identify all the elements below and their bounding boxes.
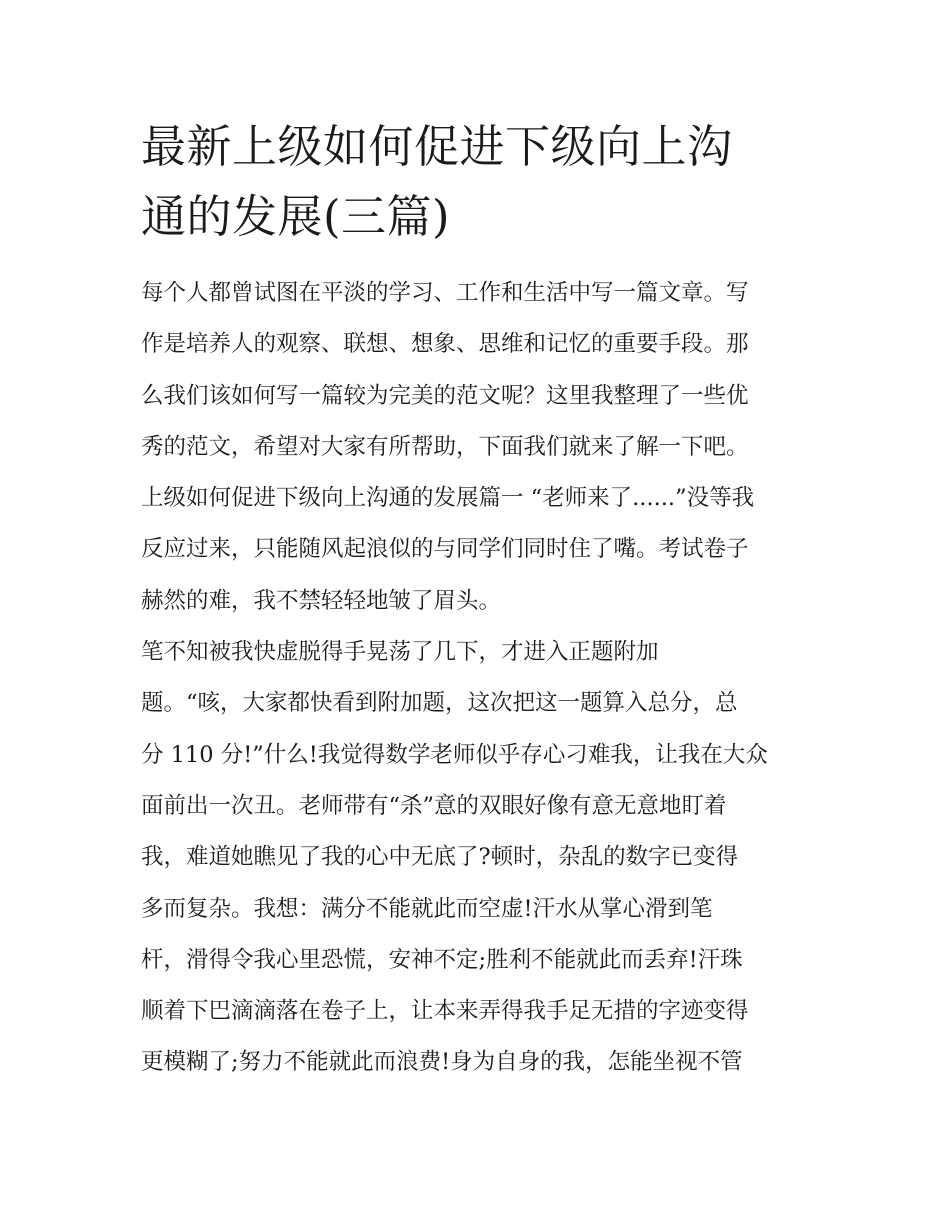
body-line: 笔不知被我快虚脱得手晃荡了几下，才进入正题附加: [141, 639, 659, 666]
title-line: 最新上级如何促进下级向上沟: [141, 120, 733, 173]
body-line: 面前出一次丑。老师带有“杀”意的双眼好像有意无意地盯着: [141, 792, 727, 819]
body-line: 反应过来，只能随风起浪似的与同学们同时住了嘴。考试卷子: [141, 536, 749, 563]
body-line: 分 110 分!”什么!我觉得数学老师似乎存心刁难我，让我在大众: [141, 741, 768, 768]
body-line: 我，难道她瞧见了我的心中无底了?顿时，杂乱的数字已变得: [141, 844, 739, 871]
document-page: [141, 112, 821, 1089]
body-line: 多而复杂。我想：满分不能就此而空虚!汗水从掌心滑到笔: [141, 895, 713, 922]
body-line: 秀的范文，希望对大家有所帮助，下面我们就来了解一下吧。: [141, 433, 749, 460]
title-line: 通的发展(三篇): [141, 190, 451, 243]
body-line: 顺着下巴滴滴落在卷子上，让本来弄得我手足无措的字迹变得: [141, 998, 749, 1025]
body-line: 每个人都曾试图在平淡的学习、工作和生活中写一篇文章。写: [141, 280, 749, 306]
document-title: [141, 112, 821, 252]
body-line: 题。“咳，大家都快看到附加题，这次把这一题算入总分，总: [141, 690, 738, 717]
body-line: 杆，滑得令我心里恐慌，安神不定;胜利不能就此而丢弃!汗珠: [141, 946, 743, 973]
body-line: 更模糊了;努力不能就此而浪费!身为自身的我，怎能坐视不管: [141, 1049, 743, 1076]
body-line: 赫然的难，我不禁轻轻地皱了眉头。: [141, 587, 502, 614]
document-body: [141, 268, 821, 1089]
body-line: 么我们该如何写一篇较为完美的范文呢？这里我整理了一些优: [141, 382, 749, 409]
body-line: 上级如何促进下级向上沟通的发展篇一 “老师来了......”没等我: [141, 485, 755, 512]
body-line: 作是培养人的观察、联想、想象、思维和记忆的重要手段。那: [141, 331, 749, 358]
